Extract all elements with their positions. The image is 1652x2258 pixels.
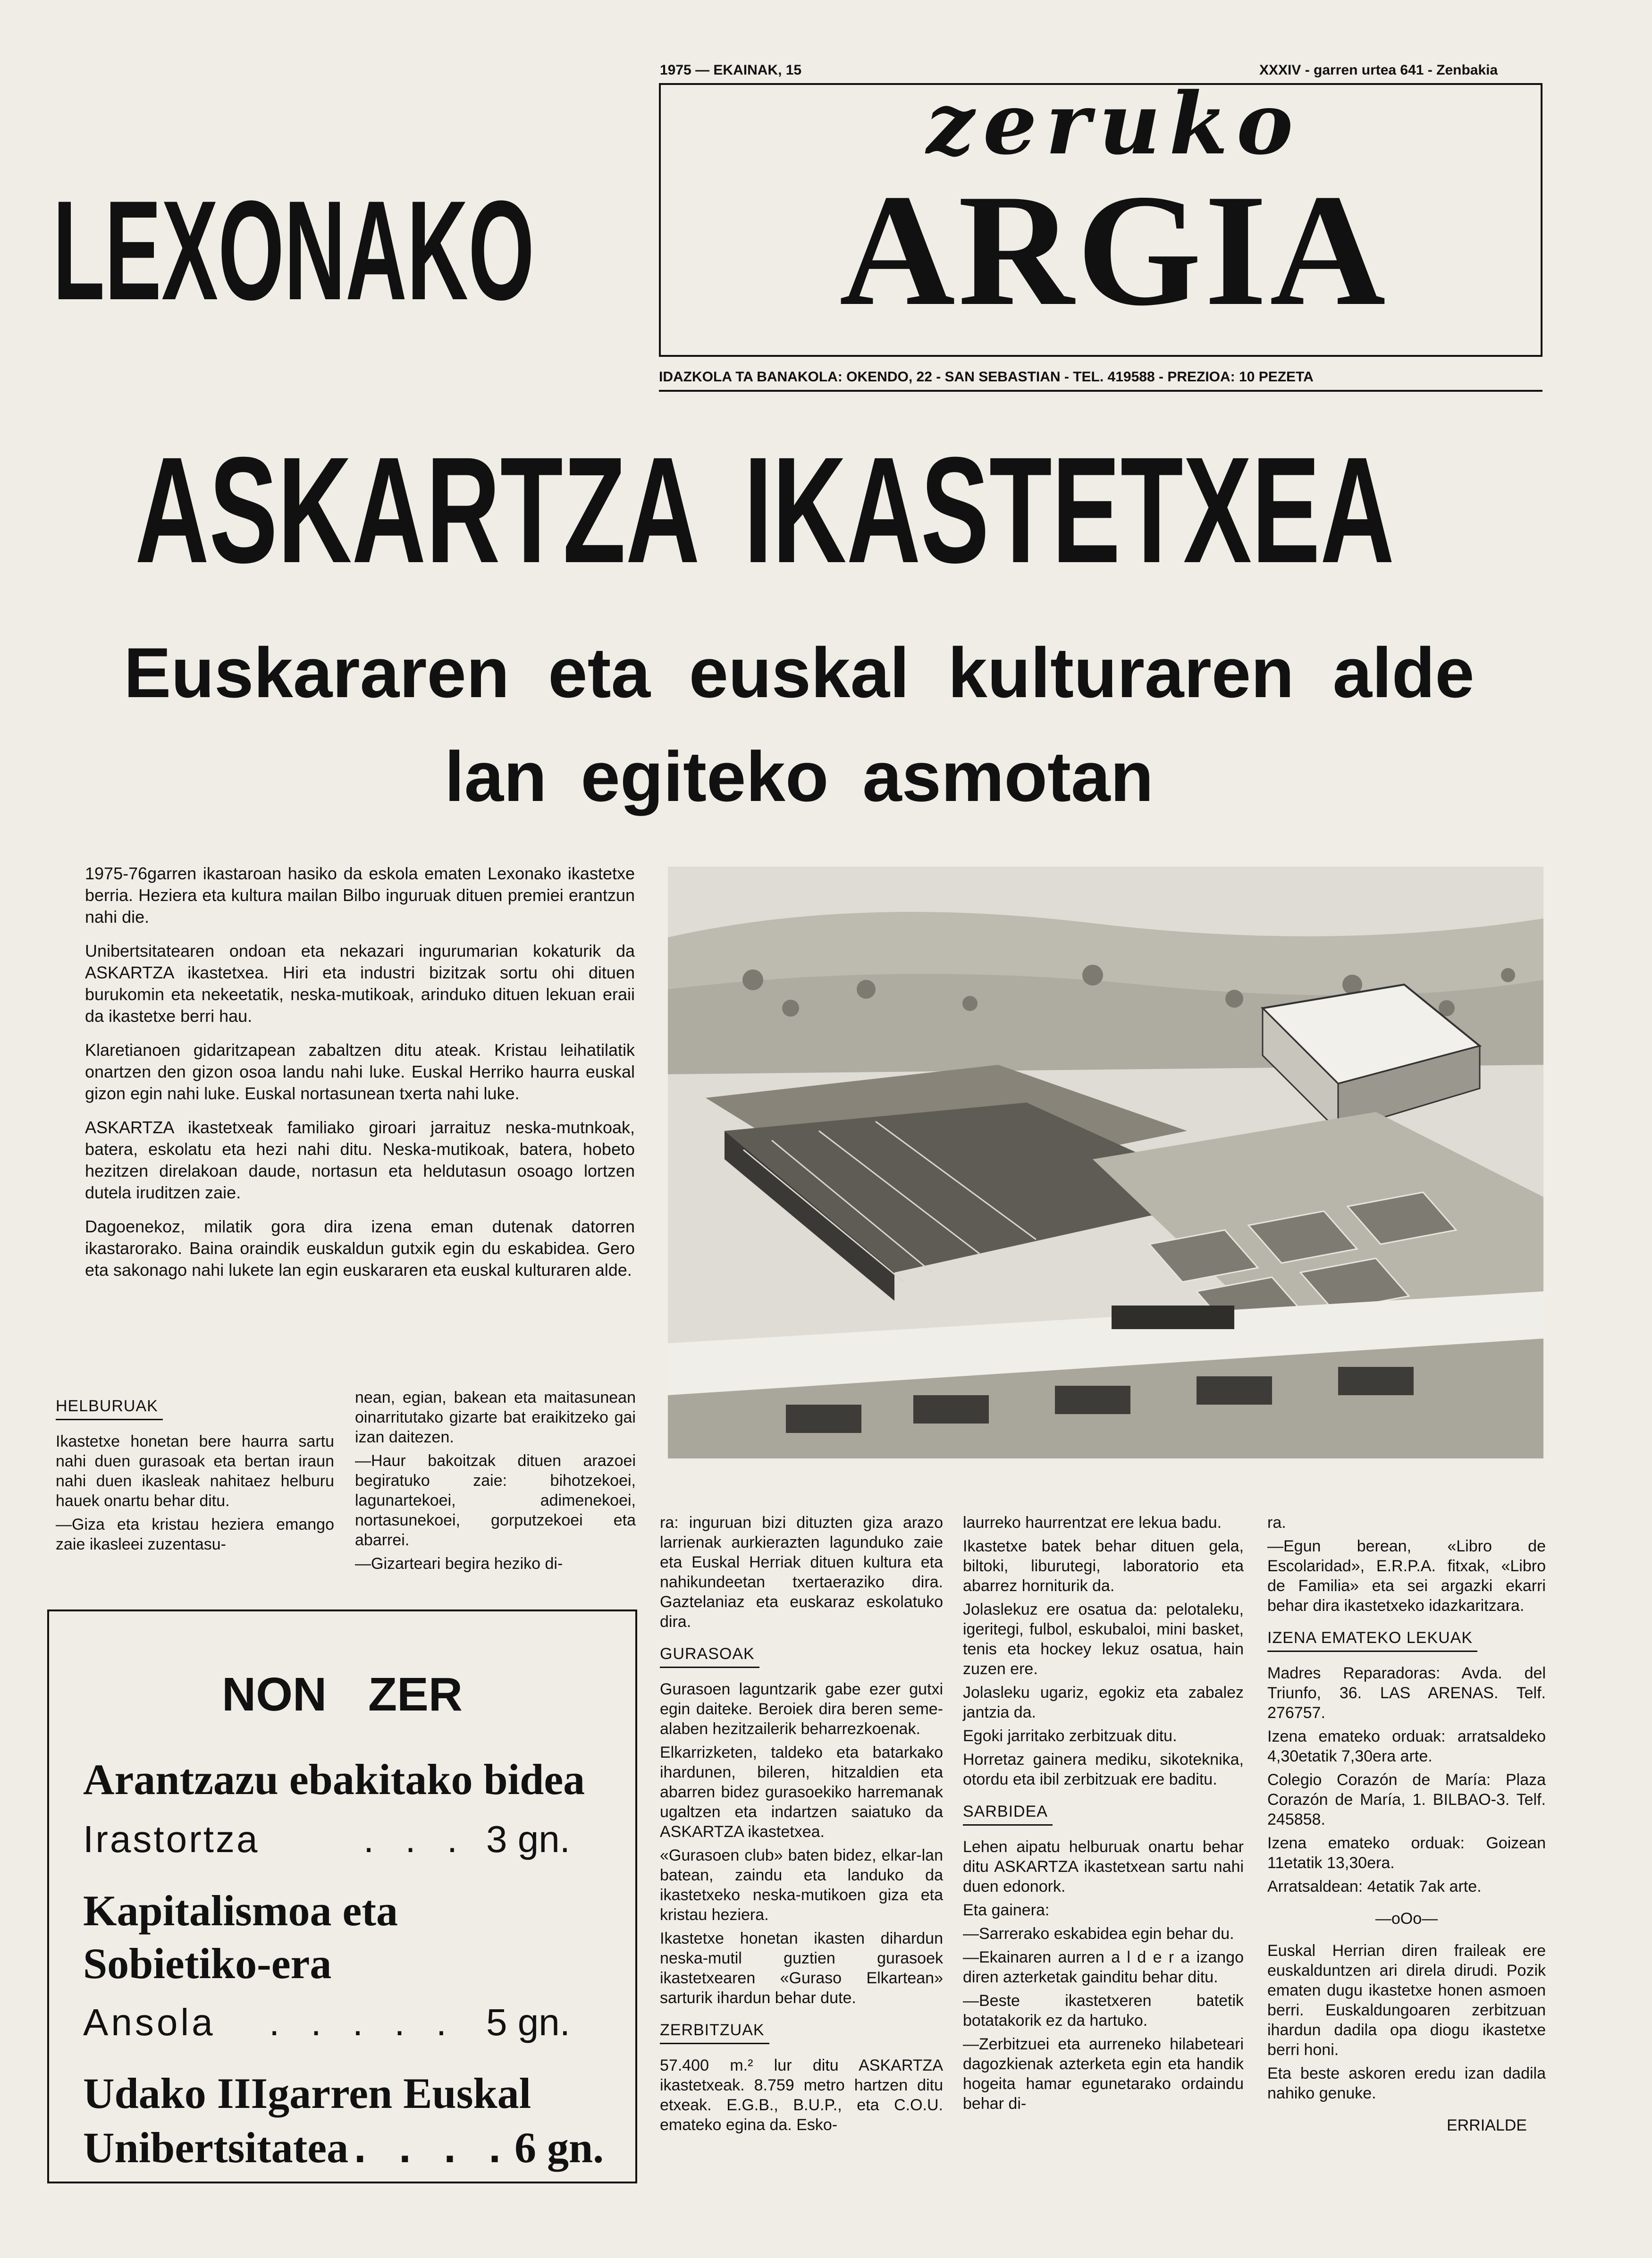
masthead-script-title: zeruko <box>926 74 1302 174</box>
column-paragraph: nean, egian, bakean eta maitasunean oinarritutako gizarte bat eraikitzeko gai izan daitezen. <box>355 1389 636 1446</box>
column-paragraph: Euskal Herrian diren fraileak ere euskalduntzen ari direla dirudi. Pozik ematen dugu ikastetxe honen asmoen berri. Euskaldungoaren zerbitzuan ihardun dadila opa diogu ikastetxe berri honi. <box>1267 1942 1546 2059</box>
intro-text <box>85 863 635 1293</box>
column-paragraph: Ikastetxe honetan bere haurra sartu nahi duen gurasoak eta bertan iraun nahi duen ikasleak nahitaez helburu hauek onartu behar ditu. <box>56 1432 334 1510</box>
non-zer-item-dots: . . . . . <box>269 2001 457 2043</box>
column-paragraph: —Gizarteari begira heziko di- <box>355 1555 563 1573</box>
intro-paragraph: Klaretianoen gidaritzapean zabaltzen ditu ateak. Kristau leihatilatik onartzen den gizon osoa landu nahi luke. Euskal Herriko haurra euskal gizon egin nahi luke. Euskal nortasunean txerta nahi luke. <box>85 1040 635 1103</box>
column-paragraph: Eta beste askoren eredu izan dadila nahiko genuke. <box>1267 2064 1546 2102</box>
subheadline-line1: Euskararen eta euskal kulturaren alde <box>124 633 1475 712</box>
section-heading: IZENA EMATEKO LEKUAK <box>1267 1628 1477 1652</box>
masthead-rule <box>659 390 1542 392</box>
column-paragraph: Izena emateko orduak: arratsaldeko 4,30etatik 7,30era arte. <box>1267 1727 1546 1765</box>
column-paragraph: ra: inguruan bizi dituzten giza arazo larrienak aurkierazten lagunduko zaie eta Euskal Herriak dituen kultura eta nahikundeetan txertaeraziko dira. Gaztelaniaz eta euskaraz eskolatuko dira. <box>660 1514 943 1631</box>
column-1 <box>56 1388 334 1558</box>
column-paragraph: Madres Reparadoras: Avda. del Triunfo, 36. LAS ARENAS. Telf. 276757. <box>1267 1664 1546 1722</box>
column-paragraph: —Zerbitzuei eta aurreneko hilabeteari dagozkienak azterketa egin eta handik hogeita hamar egunetarako ordaindu behar di- <box>963 2035 1244 2113</box>
headline: ASKARTZA IKASTETXEA <box>135 425 1395 594</box>
column-paragraph: ra. <box>1267 1514 1286 1532</box>
signature: ERRIALDE <box>1446 2116 1527 2134</box>
non-zer-item-title: Unibertsitatea <box>83 2123 349 2172</box>
column-paragraph: —Sarrerako eskabidea egin behar du. <box>963 1925 1234 1943</box>
column-paragraph: Gurasoen laguntzarik gabe ezer gutxi egin daiteke. Beroiek dira beren seme-alaben hezitzailerik beharrezkoenak. <box>660 1680 943 1738</box>
column-paragraph: Eta gainera: <box>963 1901 1050 1919</box>
column-paragraph: Ikastetxe honetan ikasten dihardun neska-mutil guztien gurasoek ikastetxearen «Guraso Elkartean» sarturik ihardun behar dute. <box>660 1929 943 2007</box>
column-paragraph: Izena emateko orduak: Goizean 11etatik 13,30era. <box>1267 1834 1546 1872</box>
column-paragraph: Jolasleku ugariz, egokiz eta zabalez jantzia da. <box>963 1684 1244 1721</box>
column-paragraph: Egoki jarritako zerbitzuak ditu. <box>963 1727 1177 1745</box>
column-paragraph: Horretaz gainera mediku, sikoteknika, otordu eta ibil zerbitzuak ere baditu. <box>963 1751 1244 1788</box>
subheadline-line2: lan egiteko asmotan <box>444 737 1154 816</box>
masthead-date: 1975 — EKAINAK, 15 <box>660 62 802 78</box>
column-paragraph: Lehen aipatu helburuak onartu behar ditu ASKARTZA ikastetxean sartu nahi duen edonork. <box>963 1838 1244 1896</box>
intro-paragraph: ASKARTZA ikastetxeak familiako giroari jarraituz neska-mutnkoak, batera, eskolatu eta hezi nahi ditu. Neska-mutikoak, batera, hobeto hezitzen direlakoan daude, nortasun eta heldutasun osoago lortzen dutela iruditzen zaie. <box>85 1118 635 1202</box>
section-heading: SARBIDEA <box>963 1802 1053 1826</box>
column-paragraph: Elkarrizketen, taldeko eta batarkako ihardunen, bileren, hitzaldien eta abarren bidez gurasoekiko harremanak ugaltzen eta indartzen saiatuko da ASKARTZA ikastetxea. <box>660 1744 943 1841</box>
non-zer-item-page: 5 gn. <box>486 2001 570 2043</box>
separator: —oOo— <box>1375 1910 1438 1928</box>
column-3 <box>660 1513 943 2139</box>
column-2 <box>355 1388 636 1577</box>
school-illustration <box>668 867 1543 1458</box>
section-heading: ZERBITZUAK <box>660 2020 769 2044</box>
non-zer-item-author: Irastortza <box>83 1818 260 1860</box>
column-paragraph: Colegio Corazón de María: Plaza Corazón de María, 1. BILBAO-3. Telf. 245858. <box>1267 1771 1546 1828</box>
non-zer-item-dots: . . . <box>363 1818 468 1860</box>
non-zer-item-dots: . . . . <box>354 2123 511 2172</box>
non-zer-item-title: Kapitalismoa eta <box>83 1887 398 1935</box>
masthead-issue: XXXIV - garren urtea 641 - Zenbakia <box>1259 62 1498 78</box>
column-paragraph: «Gurasoen club» baten bidez, elkar-lan batean, zaindu eta landuko da ikastetxeko neska-mutikoen giza eta kristau heziera. <box>660 1846 943 1924</box>
intro-paragraph: Unibertsitatearen ondoan eta nekazari ingurumarian kokaturik da ASKARTZA ikastetxea. Hiri eta industri bizitzak sortu ohi dituen burukomin eta nekeetatik, neska-mutikoak, arinduko dituen lekuan eraii da ikastetxe berri hau. <box>85 941 635 1026</box>
column-paragraph: —Ekainaren aurren a l d e r a izango diren azterketak gainditu behar ditu. <box>963 1948 1244 1986</box>
column-paragraph: —Haur bakoitzak dituen arazoei begiratuko zaie: bihotzekoei, lagunartekoei, adimenekoei, nortasunekoei, gorputzekoei eta abarrei. <box>355 1452 636 1549</box>
column-5 <box>1267 1513 1546 2135</box>
intro-paragraph: 1975-76garren ikastaroan hasiko da eskola ematen Lexonako ikastetxe berria. Heziera eta kultura mailan Bilbo inguruak dituen premiei erantzun nahi die. <box>85 864 635 927</box>
non-zer-item-title: Udako IIIgarren Euskal <box>83 2069 531 2117</box>
section-heading: GURASOAK <box>660 1644 759 1668</box>
non-zer-item-title: Sobietiko-era <box>83 1939 332 1988</box>
column-paragraph: —Egun berean, «Libro de Escolaridad», E.R.P.A. fitxak, «Libro de Familia» eta sei argazki ekarri behar dira ikastetxeko idazkaritzara. <box>1267 1537 1546 1615</box>
non-zer-item-author: Ansola <box>83 2001 216 2043</box>
school-illustration-drawing <box>668 867 1543 1458</box>
non-zer-item-title: Arantzazu ebakitako bidea <box>83 1755 585 1803</box>
non-zer-item-page: 6 gn. <box>514 2123 604 2172</box>
column-paragraph: Ikastetxe batek behar dituen gela, biltoki, liburutegi, laboratorio eta abarrez horniturik da. <box>963 1537 1244 1595</box>
masthead-address: IDAZKOLA TA BANAKOLA: OKENDO, 22 - SAN SEBASTIAN - TEL. 419588 - PREZIOA: 10 PEZETA <box>659 369 1314 385</box>
column-paragraph: —Beste ikastetxeren batetik botatakorik ez da hartuko. <box>963 1992 1244 2030</box>
section-heading: HELBURUAK <box>56 1396 163 1420</box>
intro-paragraph: Dagoenekoz, milatik gora dira izena eman dutenak datorren ikastarorako. Baina oraindik euskaldun gutxik egin du eskabidea. Gero eta sakonago nahi lukete lan egin euskararen eta euskal kulturaren alde. <box>85 1217 635 1280</box>
column-paragraph: laurreko haurrentzat ere lekua badu. <box>963 1514 1222 1532</box>
masthead-title: ARGIA <box>839 161 1389 339</box>
column-paragraph: Jolaslekuz ere osatua da: pelotaleku, igeritegi, fulbol, eskubaloi, mini basket, tenis eta hockey lekuz osatua, hain zuzen ere. <box>963 1601 1244 1678</box>
column-paragraph: —Giza eta kristau heziera emango zaie ikasleei zuzentasu- <box>56 1516 334 1553</box>
kicker: LEXONAKO <box>53 171 535 329</box>
column-paragraph: 57.400 m.² lur ditu ASKARTZA ikastetxeak. 8.759 metro hartzen ditu etxeak. E.G.B., B.U.P., eta C.O.U. emateko egina da. Esko- <box>660 2056 943 2134</box>
column-paragraph: Arratsaldean: 4etatik 7ak arte. <box>1267 1878 1482 1896</box>
non-zer-title: NON ZER <box>222 1668 463 1721</box>
column-4 <box>963 1513 1244 2117</box>
non-zer-item-page: 3 gn. <box>486 1818 570 1860</box>
